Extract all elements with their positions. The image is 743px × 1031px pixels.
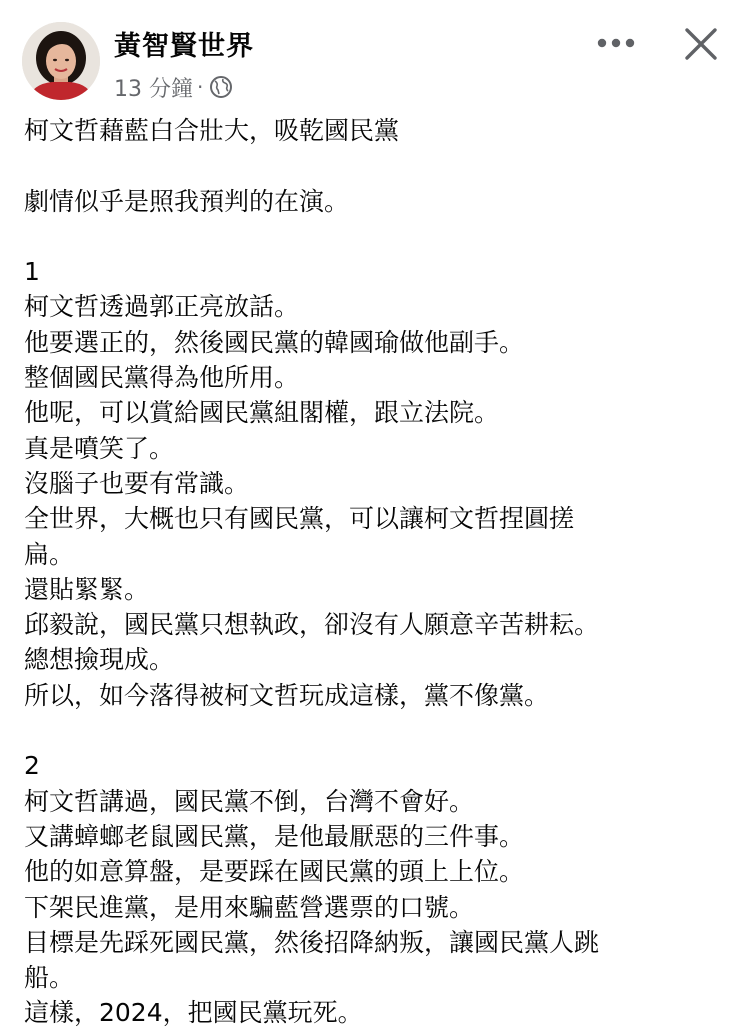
- post-text-line: 全世界，大概也只有國民黨，可以讓柯文哲捏圓搓: [24, 504, 575, 534]
- post-text-line: 劇情似乎是照我預判的在演。: [24, 186, 350, 216]
- globe-icon[interactable]: [209, 75, 233, 99]
- post-text-line: 下架民進黨，是用來騙藍營選票的口號。: [24, 892, 475, 922]
- post-text-line: 整個國民黨得為他所用。: [24, 363, 300, 393]
- post-text-line: 柯文哲透過郭正亮放話。: [24, 292, 300, 322]
- post-text-line: 沒腦子也要有常識。: [24, 468, 250, 498]
- avatar[interactable]: [22, 22, 100, 100]
- post-text-line: 他的如意算盤，是要踩在國民黨的頭上上位。: [24, 857, 525, 887]
- post-text-line: 又講蟑螂老鼠國民黨，是他最厭惡的三件事。: [24, 821, 525, 851]
- post-text-line: 2: [24, 751, 40, 781]
- blank-line: [24, 219, 724, 254]
- post-text-line: 總想撿現成。: [24, 645, 175, 675]
- post-time[interactable]: 13 分鐘: [114, 76, 193, 102]
- post-text-line: 真是噴笑了。: [24, 433, 175, 463]
- post-text-line: 柯文哲藉藍白合壯大，吸乾國民黨: [24, 116, 400, 145]
- close-button[interactable]: [676, 20, 726, 68]
- author-name[interactable]: 黃智賢世界: [114, 31, 254, 62]
- meta-separator: ·: [197, 75, 204, 99]
- post-text-line: 他呢，可以賞給國民黨組閣權，跟立法院。: [24, 398, 500, 428]
- close-icon: [684, 27, 718, 61]
- post-header: [0, 0, 743, 110]
- post-text-line: 所以，如今落得被柯文哲玩成這樣，黨不像黨。: [24, 680, 550, 710]
- post-text-line: 邱毅說，國民黨只想執政，卻沒有人願意辛苦耕耘。: [24, 610, 600, 640]
- post-text-line: 扁。: [24, 539, 75, 569]
- post-text-line: 1: [24, 257, 40, 287]
- post-text-line: 還貼緊緊。: [24, 574, 150, 604]
- more-options-button[interactable]: [592, 26, 640, 60]
- blank-line: [24, 148, 724, 183]
- post-meta: [114, 72, 233, 102]
- post-text-line: 柯文哲講過，國民黨不倒，台灣不會好。: [24, 786, 475, 816]
- post-text-line: 這樣，2024，把國民黨玩死。: [24, 998, 363, 1028]
- post-text-line: 目標是先踩死國民黨，然後招降納叛，讓國民黨人跳: [24, 927, 600, 957]
- avatar-image: [22, 22, 100, 100]
- post-text-line: 他要選正的，然後國民黨的韓國瑜做他副手。: [24, 327, 525, 357]
- post-body: [24, 113, 724, 1031]
- blank-line: [24, 713, 724, 748]
- more-options-icon: [596, 37, 636, 49]
- post-text-line: 船。: [24, 963, 75, 993]
